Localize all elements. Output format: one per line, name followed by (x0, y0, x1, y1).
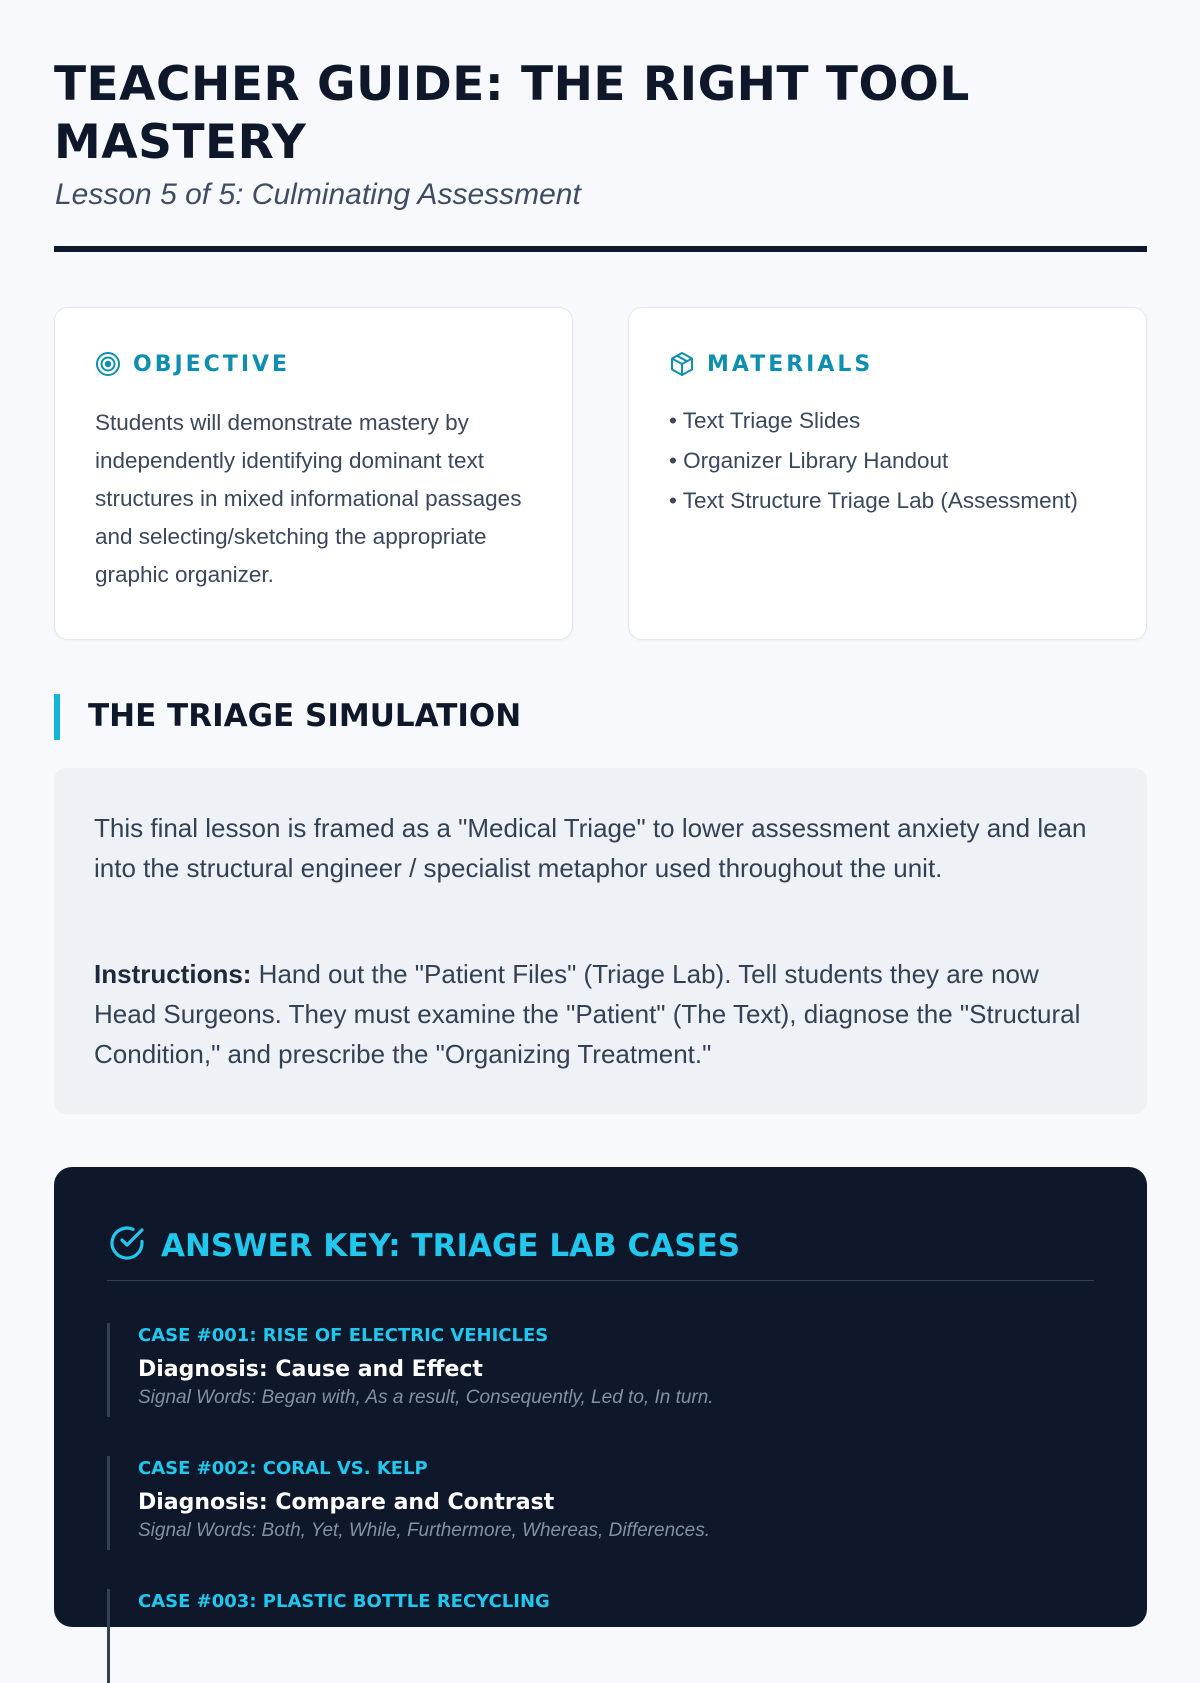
case-item (107, 1323, 1067, 1417)
materials-card (628, 307, 1147, 640)
materials-label: MATERIALS (707, 351, 874, 377)
box-icon (669, 351, 695, 377)
page-title: TEACHER GUIDE: THE RIGHT TOOL MASTERY (54, 57, 970, 170)
check-circle-icon (107, 1223, 147, 1268)
objective-card (54, 307, 573, 640)
target-icon (95, 351, 121, 377)
answer-key-header (107, 1223, 740, 1268)
simulation-intro: This final lesson is framed as a "Medical Triage" to lower assessment anxiety and lean into the structural engineer / specialist metaphor used throughout the unit. (94, 813, 1087, 883)
page-subtitle: Lesson 5 of 5: Culminating Assessment (55, 178, 581, 211)
case-id: CASE #002: CORAL VS. KELP (138, 1458, 428, 1479)
simulation-instructions (94, 954, 1104, 1074)
case-item (107, 1589, 1067, 1683)
answer-key-title: ANSWER KEY: TRIAGE LAB CASES (161, 1227, 741, 1264)
case-signal-words: Signal Words: Both, Yet, While, Furthermore, Whereas, Differences. (138, 1520, 710, 1541)
case-signal-words: Signal Words: Began with, As a result, Consequently, Led to, In turn. (138, 1387, 714, 1408)
list-item: • Text Triage Slides (669, 408, 861, 433)
simulation-box (54, 768, 1147, 1114)
header-divider (54, 246, 1147, 252)
case-id: CASE #001: RISE OF ELECTRIC VEHICLES (138, 1325, 549, 1346)
instructions-label: Instructions: (94, 959, 252, 989)
instructions-text: Hand out the "Patient Files" (Triage Lab). Tell students they are now Head Surgeons. They must examine the "Patient" (The Text), diagnose the "Structural Condition," and prescribe the "Organizing Treatment." (94, 959, 1081, 1069)
section-accent-bar (54, 694, 60, 740)
list-item: • Organizer Library Handout (669, 448, 949, 473)
case-item (107, 1456, 1067, 1550)
objective-text: Students will demonstrate mastery by independently identifying dominant text structures in mixed informational passages and selecting/sketching the appropriate graphic organizer. (95, 410, 522, 587)
list-item: • Text Structure Triage Lab (Assessment) (669, 488, 1078, 513)
answer-key-panel (54, 1167, 1147, 1627)
case-diagnosis: Diagnosis: Compare and Contrast (138, 1490, 555, 1515)
materials-header (669, 351, 873, 377)
case-id: CASE #003: PLASTIC BOTTLE RECYCLING (138, 1591, 550, 1612)
objective-label: OBJECTIVE (133, 351, 291, 377)
objective-header (95, 351, 290, 377)
simulation-heading: THE TRIAGE SIMULATION (88, 698, 522, 734)
materials-list (669, 404, 1109, 524)
answer-key-divider (107, 1280, 1094, 1281)
case-diagnosis: Diagnosis: Cause and Effect (138, 1357, 483, 1382)
